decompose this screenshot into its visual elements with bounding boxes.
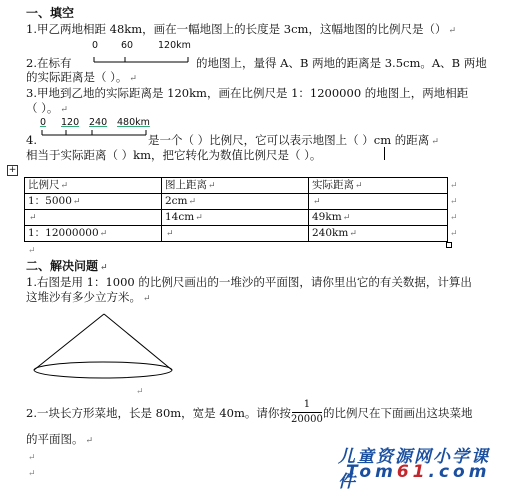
watermark-logo-domain: Tom61.com	[346, 462, 491, 482]
table-row	[25, 194, 448, 210]
paragraph-mark-icon: ↵	[450, 213, 458, 223]
table-header-row	[25, 178, 448, 194]
table-cell: ↵	[25, 210, 162, 226]
q2-line-scale	[92, 54, 192, 64]
question-3-line-2: （ ）。 ↵	[26, 101, 68, 115]
q4-scale-label-240: 240	[89, 117, 108, 128]
table-cell: 1：12000000↵	[25, 226, 162, 242]
scale-table	[24, 177, 448, 242]
sand-pile-cone-diagram	[30, 306, 180, 388]
paragraph-mark-icon: ↵	[450, 229, 458, 239]
table-cell: ↵	[309, 194, 448, 210]
table-cell: ↵	[162, 226, 309, 242]
solve-question-2-line-1b: 的比例尺在下面画出这块菜地	[323, 406, 473, 420]
solve-question-2-line-1a: 2.一块长方形菜地，长是 80m，宽是 40m。请你按	[26, 406, 291, 420]
text-cursor	[384, 147, 385, 160]
fraction-denominator: 20000	[291, 414, 323, 425]
solve-question-2-line-2: 的平面图。 ↵	[26, 432, 94, 446]
table-row	[25, 226, 448, 242]
q4-scale-label-480: 480km	[117, 117, 150, 128]
table-header-cell: 比例尺↵	[25, 178, 162, 194]
q2-scale-label-60: 60	[121, 40, 134, 51]
table-header-cell: 图上距离↵	[162, 178, 309, 194]
q2-scale-label-0: 0	[92, 40, 99, 51]
question-2-line-1b: 的地图上，量得 A、B 两地的距离是 3.5cm。A、B 两地	[196, 56, 487, 70]
paragraph-mark-icon: ↵	[28, 246, 36, 256]
paragraph-mark-icon: ↵	[28, 469, 36, 479]
question-3-line-1: 3.甲地到乙地的实际距离是 120km，画在比例尺是 1：1200000 的地图上，两地相距	[26, 86, 469, 100]
table-cell: 240km↵	[309, 226, 448, 242]
table-resize-handle[interactable]	[446, 242, 452, 248]
scale-fraction	[291, 399, 323, 426]
question-4-number: 4.	[26, 133, 37, 147]
table-cell: 49km↵	[309, 210, 448, 226]
table-header-cell: 实际距离↵	[309, 178, 448, 194]
table-cell: 14cm↵	[162, 210, 309, 226]
fraction-bar	[292, 412, 322, 413]
solve-question-1-line-2: 这堆沙有多少立方米。 ↵	[26, 290, 151, 304]
question-4-line-1: 是一个（ ）比例尺，它可以表示地图上（ ）cm 的距离 ↵	[148, 133, 439, 147]
q4-scale-label-120: 120	[61, 117, 80, 128]
watermark-logo-text: 儿童资源网小学课件	[338, 447, 490, 492]
table-row	[25, 210, 448, 226]
paragraph-mark-icon: ↵	[450, 197, 458, 207]
fraction-numerator: 1	[303, 399, 311, 410]
q2-scale-label-120: 120km	[158, 40, 191, 51]
table-cell: 1：5000↵	[25, 194, 162, 210]
question-1: 1.甲乙两地相距 48km，画在一幅地图上的长度是 3cm，这幅地图的比例尺是（） ↵	[26, 22, 456, 36]
paragraph-mark-icon: ↵	[136, 387, 144, 397]
table-cell: 2cm↵	[162, 194, 309, 210]
question-2-line-1: 2.在标有	[26, 56, 72, 70]
section-heading-fill: 一、填空	[26, 6, 75, 20]
question-2-line-2: 的实际距离是（ ）。 ↵	[26, 70, 137, 84]
paragraph-mark-icon: ↵	[28, 453, 36, 463]
section-heading-solve: 二、解决问题 ↵	[26, 259, 108, 273]
q4-scale-label-0: 0	[40, 117, 47, 128]
paragraph-mark-icon: ↵	[450, 181, 458, 191]
solve-question-1-line-1: 1.右图是用 1：1000 的比例尺画出的一堆沙的平面图，请你里出它的有关数据，计算出	[26, 275, 472, 289]
question-4-line-2: 相当于实际距离（ ）km，把它转化为数值比例尺是（ ）。	[26, 148, 322, 162]
q4-line-scale	[40, 128, 150, 138]
table-move-handle-icon[interactable]: +	[8, 165, 17, 175]
